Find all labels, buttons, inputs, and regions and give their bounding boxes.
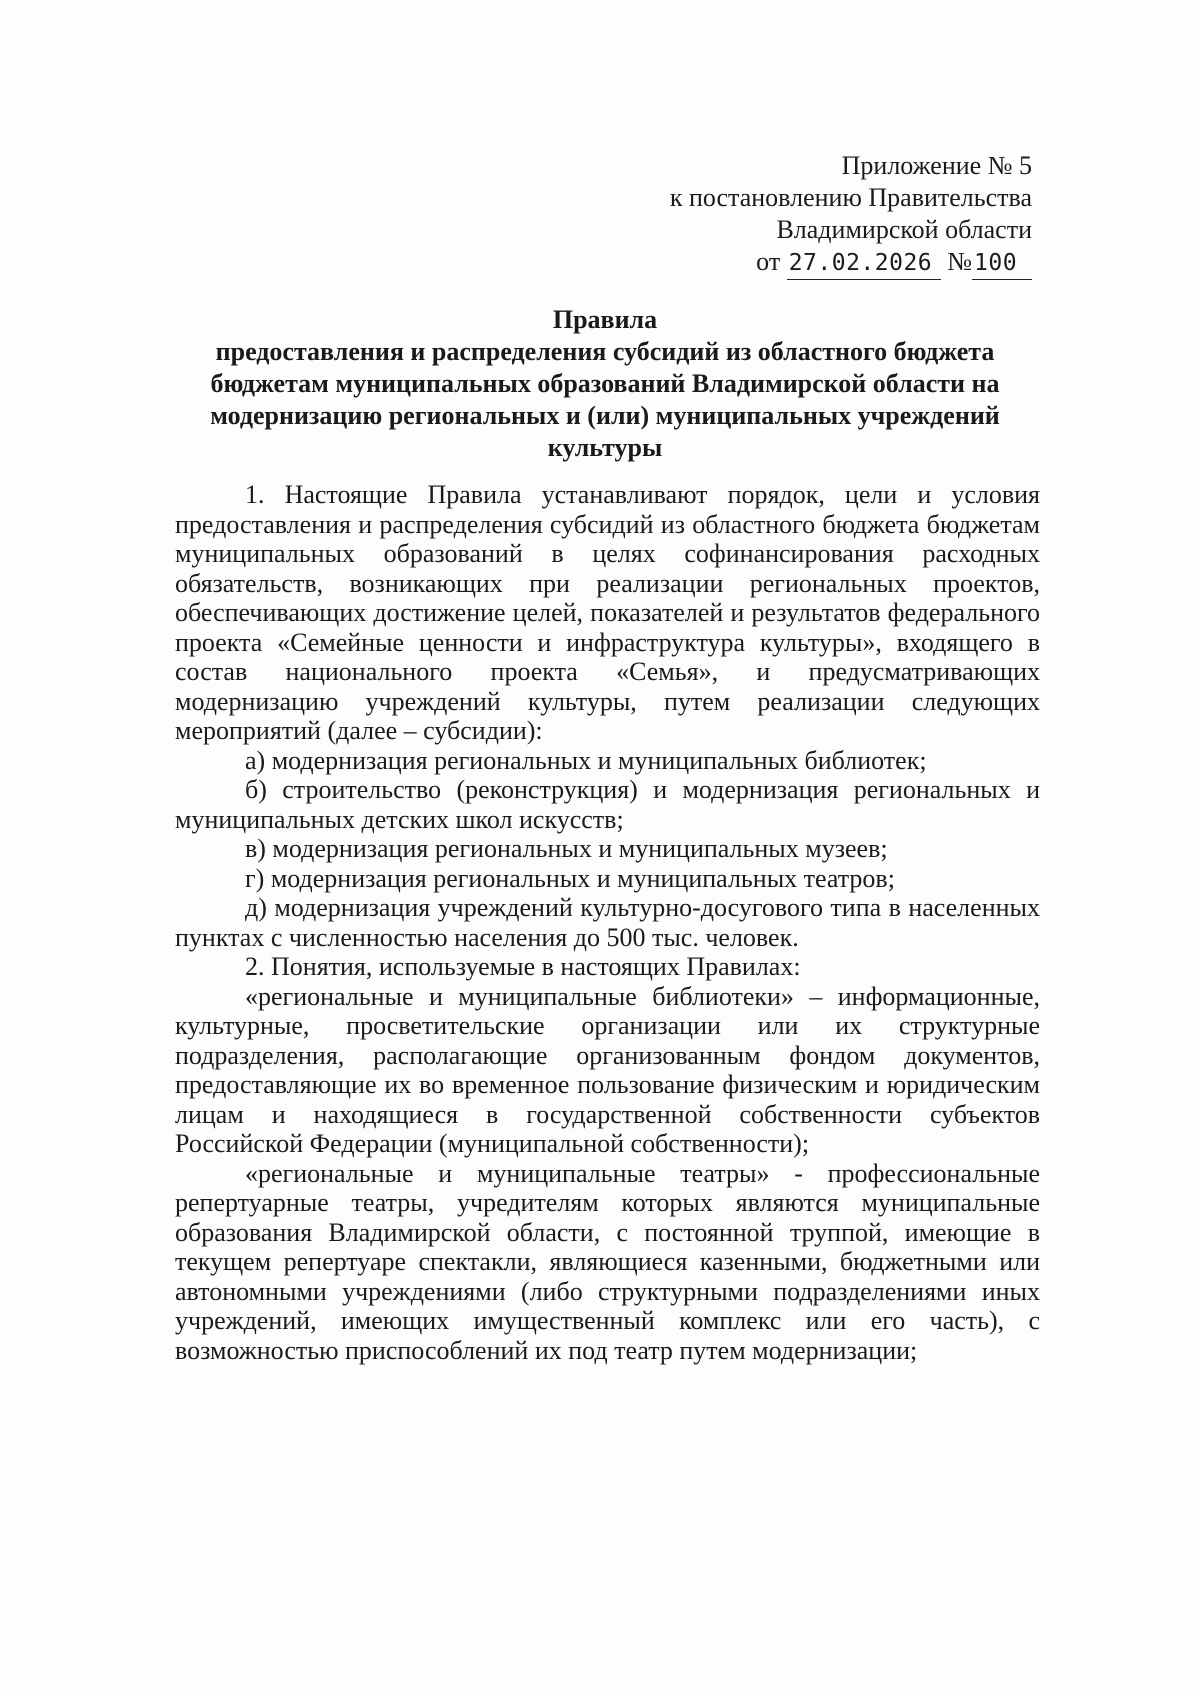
date-number-line [670,246,1032,280]
title-subtitle: предоставления и распределения субсидий из областного бюджета бюджетам муниципальных образований Владимирской области на модернизацию региональных и (или) муниципальных учреждений культуры [210,337,1000,462]
resolution-date: 27.02.2026 [787,247,941,280]
appendix-header [670,150,1032,280]
resolution-number: 100 [972,247,1032,280]
list-item-a: а) модернизация региональных и муниципальных библиотек; [245,745,927,775]
document-body [175,480,1040,1365]
definition-libraries: «региональные и муниципальные библиотеки» – информационные, культурные, просветительские организации или их структурные подразделения, располагающие организованным фондом документов, предоставляющие их во временное пользование физическим и юридическим лицам и находящиеся в государственной собственности субъектов Российской Федерации (муниципальной собственности); [175,981,1040,1158]
document-title [175,304,1035,464]
list-item-v: в) модернизация региональных и муниципальных музеев; [245,834,888,863]
title-main: Правила [552,305,658,334]
region-name: Владимирской области [776,215,1032,244]
resolution-reference: к постановлению Правительства [669,183,1032,212]
list-item-d: д) модернизация учреждений культурно-досугового типа в населенных пунктах с численностью населения до 500 тыс. человек. [175,893,1040,952]
list-item-g: г) модернизация региональных и муниципальных театров; [245,863,895,893]
paragraph-1: 1. Настоящие Правила устанавливают порядок, цели и условия предоставления и распределения субсидий из областного бюджета бюджетам муниципальных образований в целях софинансирования расходных обязательств, возникающих при реализации региональных проектов, обеспечивающих достижение целей, показателей и результатов федерального проекта «Семейные ценности и инфраструктура культуры», входящего в состав национального проекта «Семья», и предусматривающих модернизацию учреждений культуры, путем реализации следующих мероприятий (далее – субсидии): [175,480,1040,745]
paragraph-2: 2. Понятия, используемые в настоящих Правилах: [245,952,801,981]
list-item-b: б) строительство (реконструкция) и модернизация региональных и муниципальных детских школ искусств; [175,775,1040,834]
number-prefix: № [947,247,972,276]
appendix-number: Приложение № 5 [841,151,1032,180]
date-prefix: от [756,247,781,276]
definition-theatres: «региональные и муниципальные театры» - профессиональные репертуарные театры, учредителям которых являются муниципальные образования Владимирской области, с постоянной труппой, имеющие в текущем репертуаре спектакли, являющиеся казенными, бюджетными или автономными учреждениями (либо структурными подразделениями иных учреждений, имеющих имущественный комплекс или его часть), с возможностью приспособлений их под театр путем модернизации; [175,1158,1040,1365]
